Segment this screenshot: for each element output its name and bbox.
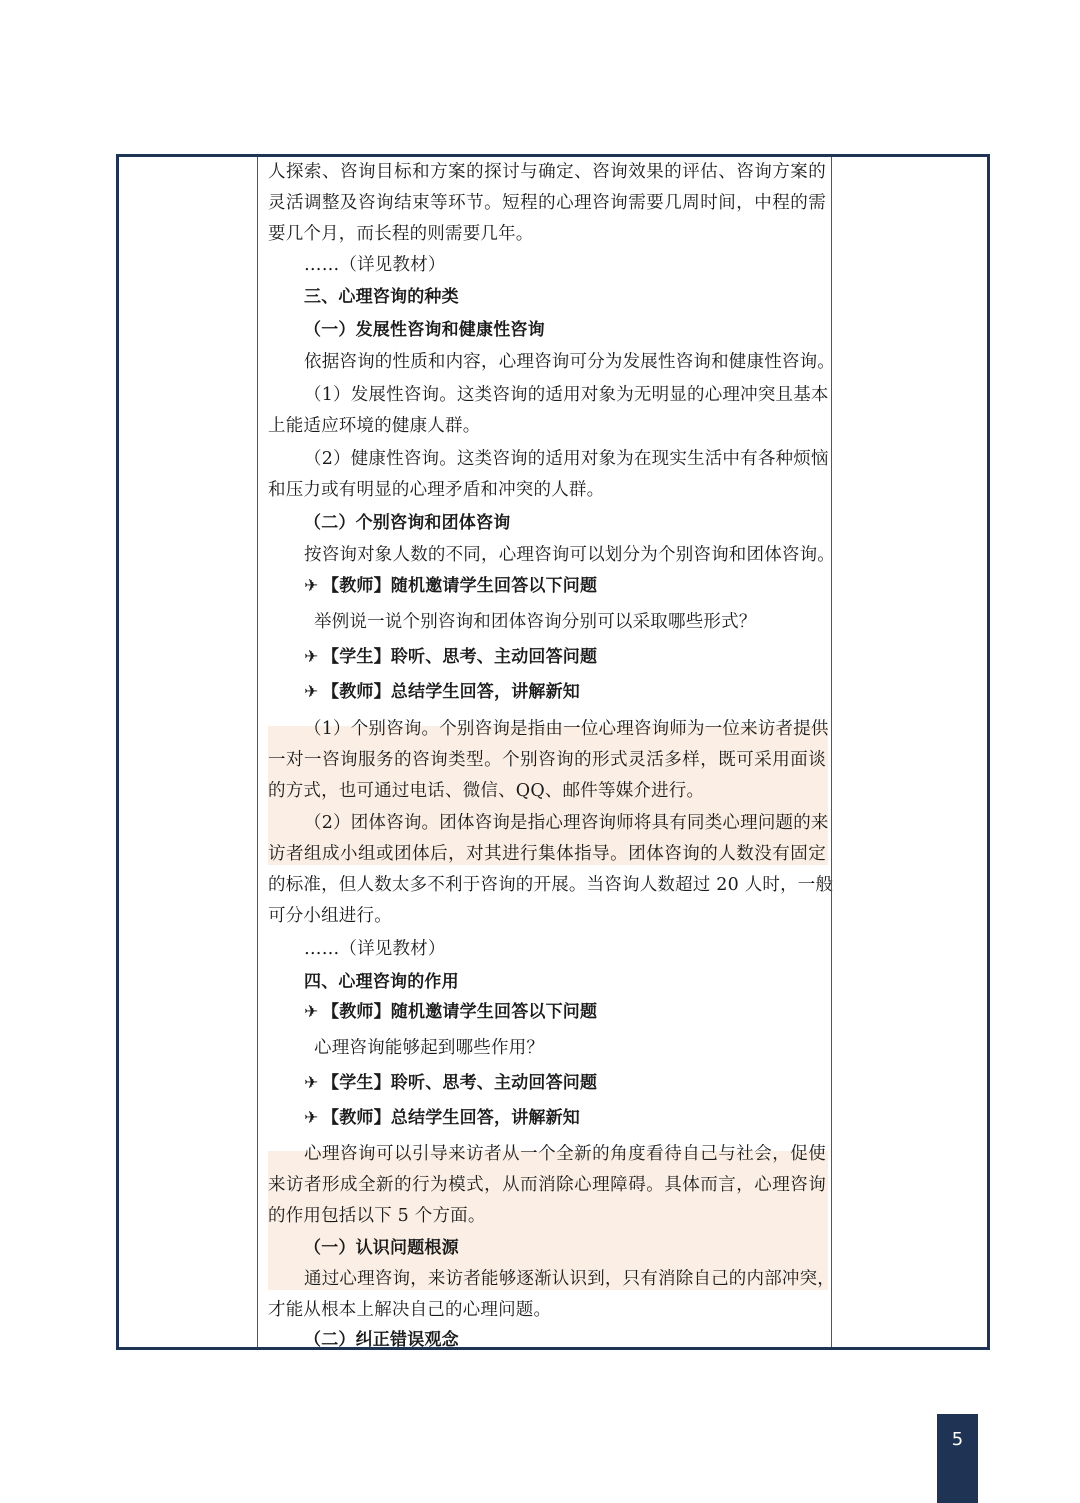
- section-heading: 四、心理咨询的作用: [304, 972, 459, 992]
- section-heading: 三、心理咨询的种类: [304, 287, 459, 307]
- airplane-icon: ✈: [304, 1002, 319, 1022]
- paragraph-line: 上能适应环境的健康人群。: [268, 416, 481, 436]
- student-prompt: ✈ 【学生】聆听、思考、主动回答问题: [304, 1068, 826, 1099]
- teacher-summary: ✈ 【教师】总结学生回答，讲解新知: [304, 677, 826, 708]
- paragraph-line: 一对一咨询服务的咨询类型。个别咨询的形式灵活多样，既可采用面谈: [268, 750, 826, 770]
- paragraph-line: 灵活调整及咨询结束等环节。短程的心理咨询需要几周时间，中程的需: [268, 193, 826, 213]
- airplane-icon: ✈: [304, 576, 319, 596]
- subsection-heading: （二）个别咨询和团体咨询: [304, 513, 511, 533]
- paragraph-line: 和压力或有明显的心理矛盾和冲突的人群。: [268, 480, 605, 500]
- student-prompt: ✈ 【学生】聆听、思考、主动回答问题: [304, 642, 826, 673]
- teacher-summary: ✈ 【教师】总结学生回答，讲解新知: [304, 1103, 826, 1134]
- lesson-table: [116, 154, 990, 1350]
- paragraph-line: （1）发展性咨询。这类咨询的适用对象为无明显的心理冲突且基本: [304, 385, 829, 405]
- paragraph-line: 的标准，但人数太多不利于咨询的开展。当咨询人数超过 20 人时，一般: [268, 875, 834, 895]
- airplane-icon: ✈: [304, 682, 319, 702]
- paragraph-line: （1）个别咨询。个别咨询是指由一位心理咨询师为一位来访者提供: [304, 719, 829, 739]
- paragraph-line: （2）团体咨询。团体咨询是指心理咨询师将具有同类心理问题的来: [304, 813, 829, 833]
- teacher-prompt: ✈ 【教师】随机邀请学生回答以下问题: [304, 997, 826, 1028]
- paragraph-line: 的作用包括以下 5 个方面。: [268, 1206, 486, 1226]
- page-number: 5: [937, 1414, 978, 1503]
- see-textbook: ……（详见教材）: [304, 255, 446, 275]
- right-column: [831, 157, 987, 1347]
- paragraph-line: 可分小组进行。: [268, 906, 392, 926]
- paragraph-line: 通过心理咨询，来访者能够逐渐认识到，只有消除自己的内部冲突，: [304, 1269, 835, 1289]
- question-text: 举例说一说个别咨询和团体咨询分别可以采取哪些形式？: [314, 612, 757, 632]
- paragraph-line: 的方式，也可通过电话、微信、QQ、邮件等媒介进行。: [268, 781, 705, 801]
- see-textbook: ……（详见教材）: [304, 939, 446, 959]
- paragraph-line: 心理咨询可以引导来访者从一个全新的角度看待自己与社会，促使: [304, 1144, 826, 1164]
- content-column: [258, 157, 835, 1350]
- subsection-heading: （一）发展性咨询和健康性咨询: [304, 320, 545, 340]
- paragraph-line: 访者组成小组或团体后，对其进行集体指导。团体咨询的人数没有固定: [268, 844, 826, 864]
- paragraph-line: （2）健康性咨询。这类咨询的适用对象为在现实生活中有各种烦恼: [304, 449, 829, 469]
- paragraph-line: 依据咨询的性质和内容，心理咨询可分为发展性咨询和健康性咨询。: [304, 352, 835, 372]
- paragraph-line: 来访者形成全新的行为模式，从而消除心理障碍。具体而言，心理咨询: [268, 1175, 826, 1195]
- left-column: [119, 157, 258, 1347]
- question-text: 心理咨询能够起到哪些作用？: [314, 1038, 545, 1058]
- airplane-icon: ✈: [304, 1108, 319, 1128]
- airplane-icon: ✈: [304, 1073, 319, 1093]
- teacher-prompt: ✈ 【教师】随机邀请学生回答以下问题: [304, 571, 826, 602]
- subsection-heading: （二）纠正错误观念: [304, 1330, 459, 1350]
- airplane-icon: ✈: [304, 647, 319, 667]
- paragraph-line: 按咨询对象人数的不同，心理咨询可以划分为个别咨询和团体咨询。: [304, 545, 835, 565]
- paragraph-line: 才能从根本上解决自己的心理问题。: [268, 1300, 552, 1320]
- subsection-heading: （一）认识问题根源: [304, 1238, 459, 1258]
- paragraph-line: 要几个月，而长程的则需要几年。: [268, 224, 534, 244]
- paragraph-line: 人探索、咨询目标和方案的探讨与确定、咨询效果的评估、咨询方案的: [268, 162, 826, 182]
